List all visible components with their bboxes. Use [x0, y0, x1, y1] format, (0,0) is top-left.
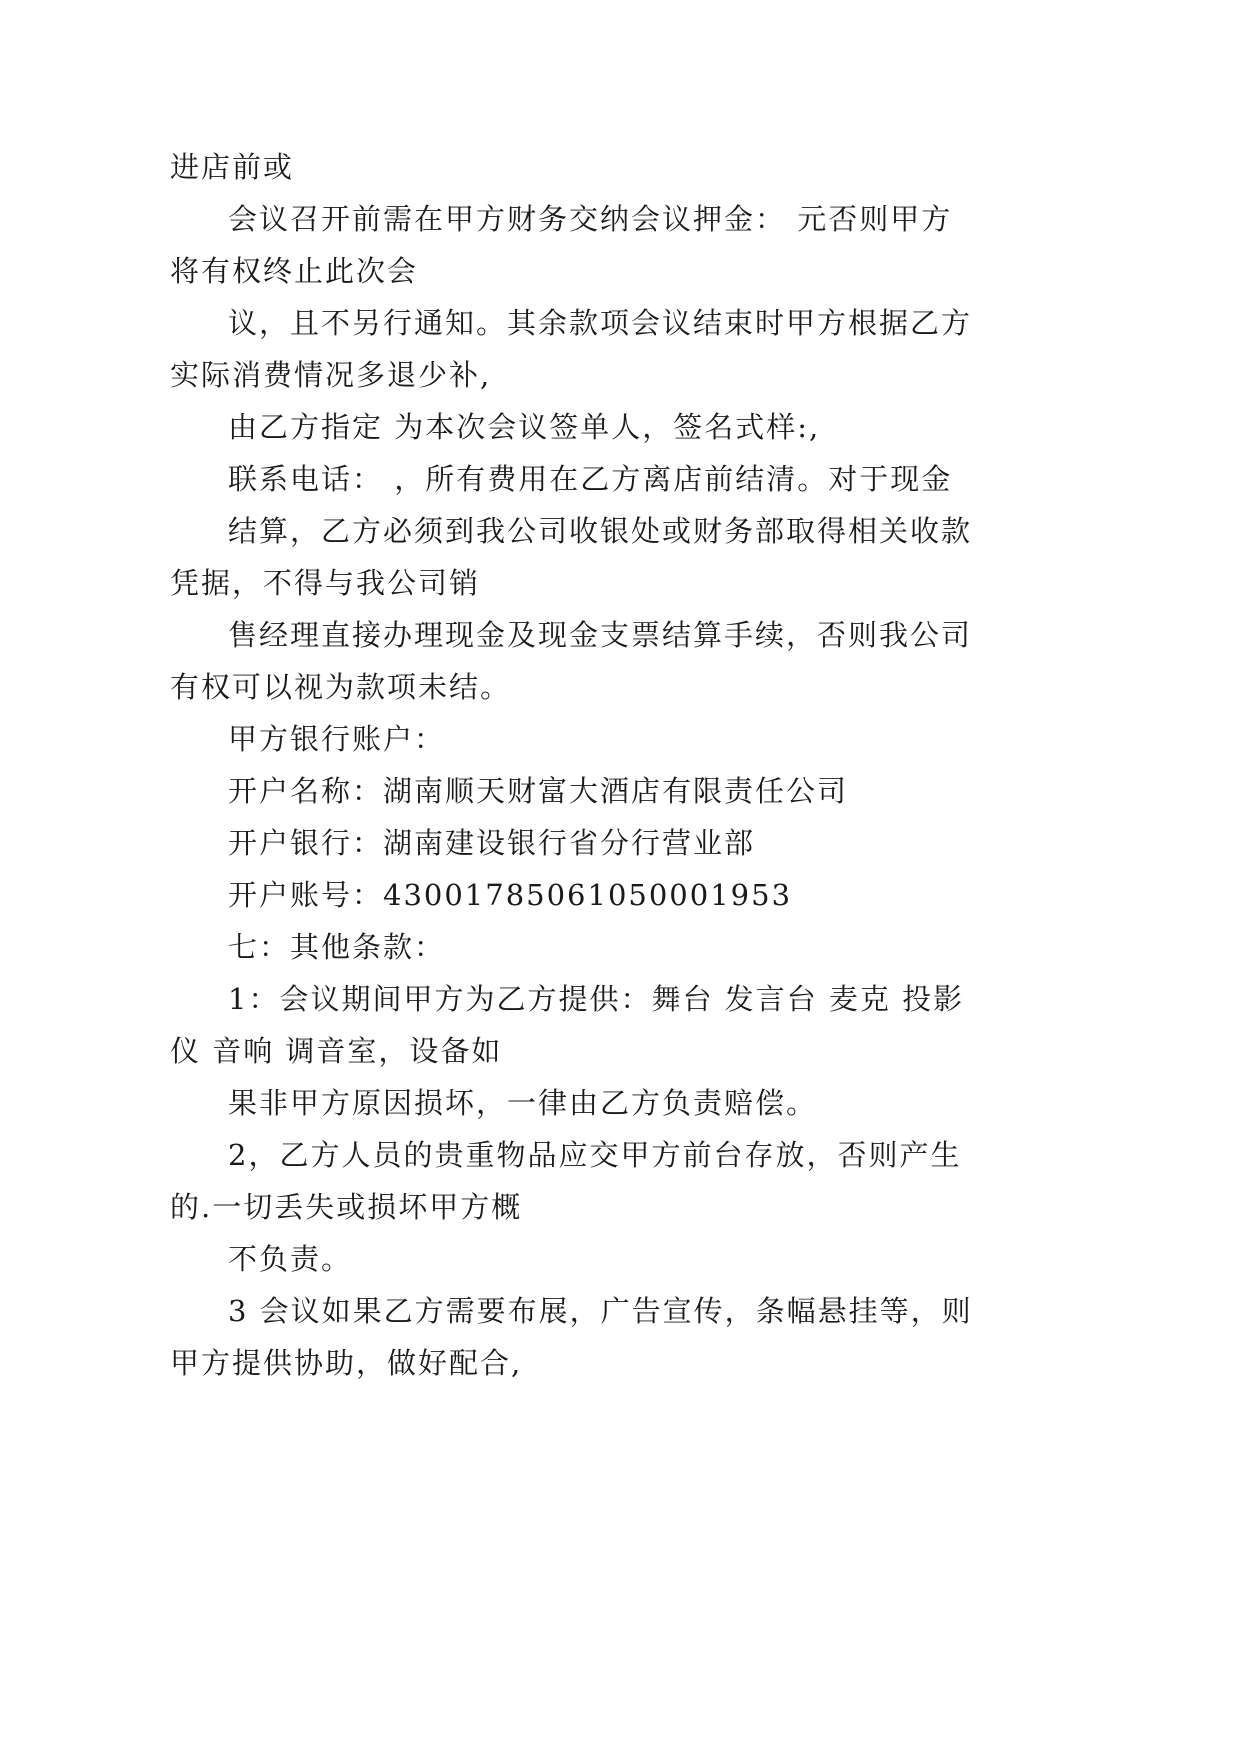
paragraph-line: 仪 音响 调音室，设备如 [170, 1034, 503, 1068]
paragraph-line: 由乙方指定 为本次会议签单人，签名式样:, [228, 410, 821, 444]
paragraph-line: 1：会议期间甲方为乙方提供：舞台 发言台 麦克 投影 [228, 982, 965, 1016]
paragraph-line: 进店前或 [170, 150, 295, 184]
paragraph-line: 甲方银行账户： [228, 722, 446, 756]
paragraph-line: 甲方提供协助，做好配合, [170, 1346, 523, 1380]
paragraph-line: 将有权终止此次会 [170, 254, 419, 288]
paragraph-line: 实际消费情况多退少补, [170, 358, 492, 392]
paragraph-line: 果非甲方原因损坏，一律由乙方负责赔偿。 [228, 1086, 818, 1120]
paragraph-line: 不负责。 [228, 1242, 353, 1276]
paragraph-line: 开户账号：43001785061050001953 [228, 878, 793, 912]
paragraph-line: 议，且不另行通知。其余款项会议结束时甲方根据乙方 [228, 306, 973, 340]
paragraph-line: 开户银行：湖南建设银行省分行营业部 [228, 826, 756, 860]
paragraph-line: 七：其他条款： [228, 930, 446, 964]
paragraph-line: 的.一切丢失或损坏甲方概 [170, 1190, 523, 1224]
paragraph-line: 3 会议如果乙方需要布展，广告宣传，条幅悬挂等，则 [228, 1294, 973, 1328]
paragraph-line: 凭据，不得与我公司销 [170, 566, 481, 600]
paragraph-line: 售经理直接办理现金及现金支票结算手续，否则我公司 [228, 618, 973, 652]
paragraph-line: 2，乙方人员的贵重物品应交甲方前台存放，否则产生 [228, 1138, 962, 1172]
paragraph-line: 联系电话： ，所有费用在乙方离店前结清。对于现金 [228, 462, 953, 496]
paragraph-line: 有权可以视为款项未结。 [170, 670, 512, 704]
paragraph-line: 结算，乙方必须到我公司收银处或财务部取得相关收款 [228, 514, 973, 548]
paragraph-line: 开户名称：湖南顺天财富大酒店有限责任公司 [228, 774, 849, 808]
paragraph-line: 会议召开前需在甲方财务交纳会议押金： 元否则甲方 [228, 202, 953, 236]
